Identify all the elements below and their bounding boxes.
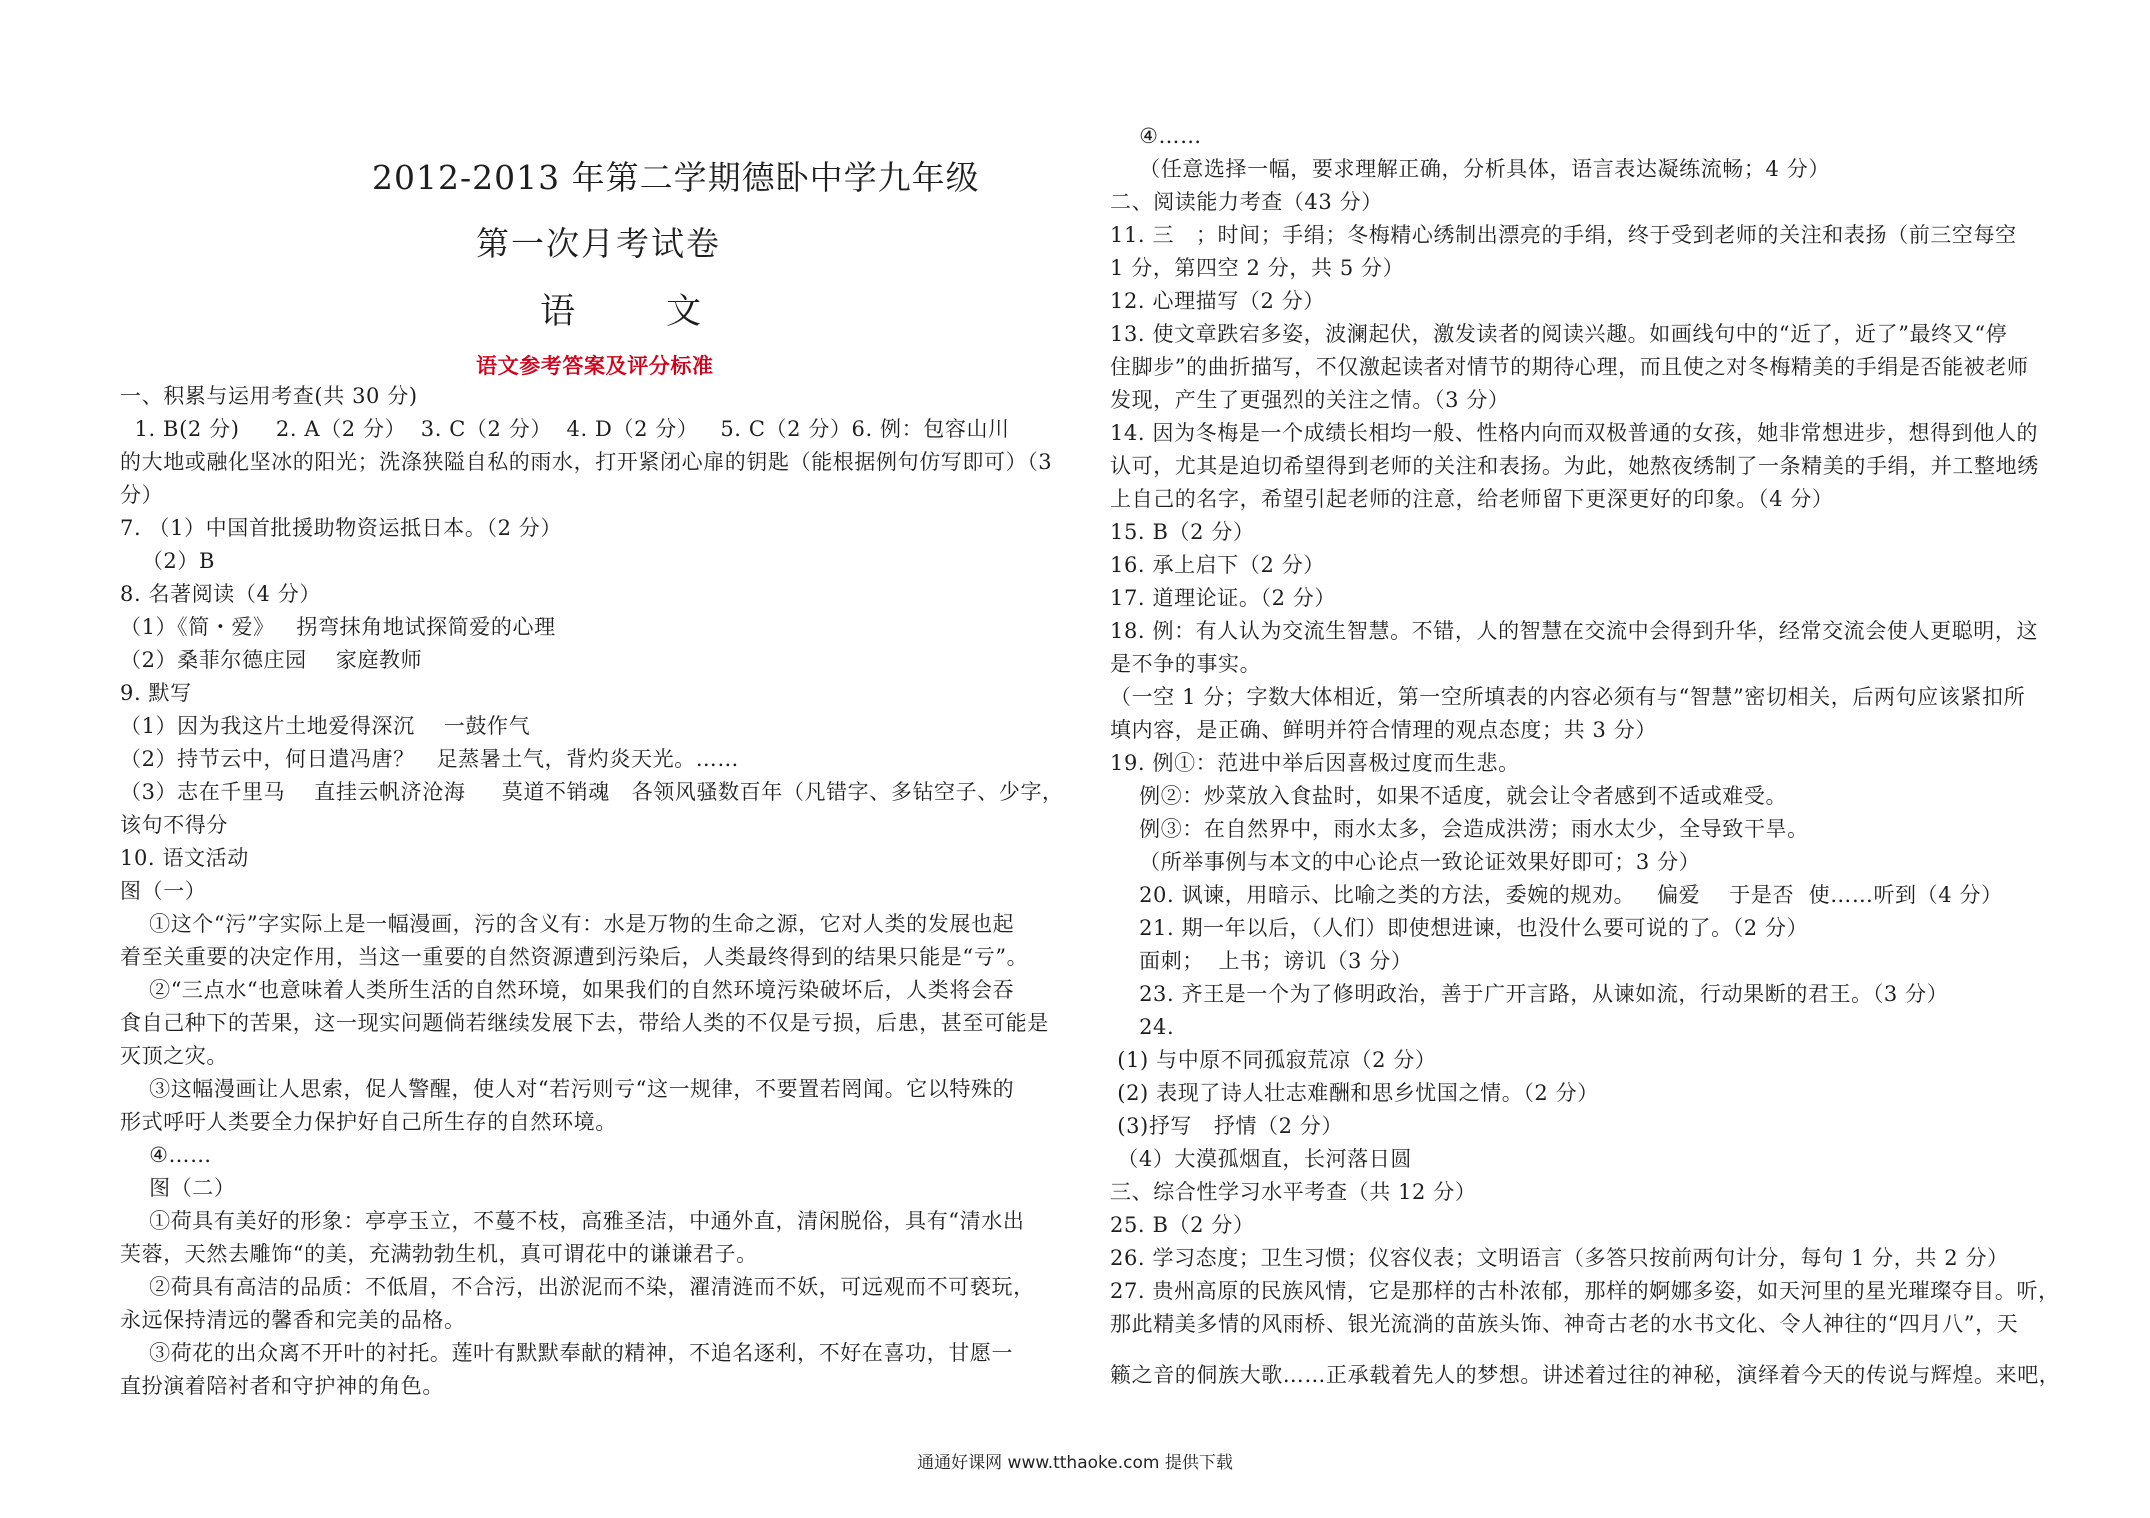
subject-title: 语 文: [540, 292, 742, 332]
left-text-line: 形式呼吁人类要全力保护好自己所生存的自然环境。: [120, 1110, 617, 1134]
right-text-line: 三、综合性学习水平考查（共 12 分）: [1110, 1180, 1477, 1204]
right-text-line: （一空 1 分；字数大体相近，第一空所填表的内容必须有与“智慧”密切相关，后两句应该紧扣所: [1110, 685, 2026, 709]
right-text-line: 是不争的事实。: [1110, 652, 1262, 676]
left-text-line: （1）《简・爱》 拐弯抹角地试探简爱的心理: [120, 615, 556, 639]
right-text-line: 25. B（2 分）: [1110, 1213, 1255, 1237]
left-text-line: 的大地或融化坚冰的阳光；洗涤狭隘自私的雨水，打开紧闭心扉的钥匙（能根据例句仿写即可）（3: [120, 450, 1053, 474]
left-text-line: 9. 默写: [120, 681, 192, 705]
left-text-line: 芙蓉，天然去雕饰“的美，充满勃勃生机，真可谓花中的谦谦君子。: [120, 1242, 758, 1266]
left-text-line: （3）志在千里马 直挂云帆济沧海 莫道不销魂 各领风骚数百年（凡错字、多钻空子、少字，: [120, 780, 1064, 804]
left-text-line: 1. B(2 分) 2. A（2 分） 3. C（2 分） 4. D（2 分） 5. C（2 分）6. 例：包容山川: [120, 417, 1010, 441]
right-text-line: 12. 心理描写（2 分）: [1110, 289, 1325, 313]
right-text-line: 发现，产生了更强烈的关注之情。（3 分）: [1110, 388, 1510, 412]
right-text-line: 23. 齐王是一个为了修明政治，善于广开言路，从谏如流，行动果断的君王。（3 分）: [1110, 982, 1949, 1006]
exam-subtitle: 第一次月考试卷: [476, 224, 721, 263]
left-text-line: （1）因为我这片土地爱得深沉 一鼓作气: [120, 714, 531, 738]
right-text-line: 21. 期一年以后，（人们）即使想进谏，也没什么要可说的了。（2 分）: [1110, 916, 1809, 940]
left-text-line: 食自己种下的苦果，这一现实问题倘若继续发展下去，带给人类的不仅是亏损，后患，甚至可能是: [120, 1011, 1049, 1035]
right-text-line: 26. 学习态度；卫生习惯；仪容仪表；文明语言（多答只按前两句计分，每句 1 分，共 2 分）: [1110, 1246, 2009, 1270]
right-text-line: 27. 贵州高原的民族风情，它是那样的古朴浓郁，那样的婀娜多姿，如天河里的星光璀璨夺目。听，: [1110, 1279, 2060, 1303]
left-text-line: 该句不得分: [120, 813, 228, 837]
left-text-line: ③这幅漫画让人思索，促人警醒，使人对“若污则亏“这一规律，不要置若罔闻。它以特殊的: [120, 1077, 1015, 1101]
right-text-line: 24.: [1110, 1015, 1175, 1039]
right-text-line: 那此精美多情的风雨桥、银光流淌的苗族头饰、神奇古老的水书文化、令人神往的“四月八”，天: [1110, 1312, 2019, 1336]
right-text-line: （任意选择一幅，要求理解正确，分析具体，语言表达凝练流畅；4 分）: [1110, 157, 1830, 181]
left-text-line: （2）B: [120, 549, 216, 573]
right-text-line: 二、阅读能力考查（43 分）: [1110, 190, 1383, 214]
answer-key-heading: 语文参考答案及评分标准: [476, 353, 714, 378]
left-text-line: 8. 名著阅读（4 分）: [120, 582, 321, 606]
left-text-line: 图（二）: [120, 1176, 236, 1200]
right-text-line: 例③：在自然界中，雨水太多，会造成洪涝；雨水太少，全导致干旱。: [1110, 817, 1809, 841]
left-text-line: ④……: [120, 1143, 212, 1167]
right-text-line: （4）大漠孤烟直，长河落日圆: [1110, 1147, 1413, 1171]
right-text-line: 15. B（2 分）: [1110, 520, 1255, 544]
right-text-line: 19. 例①：范进中举后因喜极过度而生悲。: [1110, 751, 1520, 775]
right-text-line: 籁之音的侗族大歌……正承载着先人的梦想。讲述着过往的神秘，演绎着今天的传说与辉煌。来吧，: [1110, 1363, 2061, 1387]
left-text-line: 一、积累与运用考查(共 30 分): [120, 384, 418, 408]
right-text-line: 填内容，是正确、鲜明并符合情理的观点态度；共 3 分）: [1110, 718, 1657, 742]
left-text-line: 图（一）: [120, 879, 207, 903]
left-text-line: （2）持节云中，何日遣冯唐？ 足蒸暑土气，背灼炎天光。……: [120, 747, 739, 771]
right-text-line: 上自己的名字，希望引起老师的注意，给老师留下更深更好的印象。（4 分）: [1110, 487, 1834, 511]
left-text-line: 10. 语文活动: [120, 846, 249, 870]
footer-source: 通通好课网 www.tthaoke.com 提供下载: [917, 1453, 1233, 1473]
left-text-line: ③荷花的出众离不开叶的衬托。莲叶有默默奉献的精神，不追名逐利，不好在喜功，甘愿一: [120, 1341, 1014, 1365]
right-text-line: 20. 讽谏，用暗示、比喻之类的方法，委婉的规劝。 偏爱 于是否 使……听到（4 分）: [1110, 883, 2003, 907]
right-text-line: 面刺； 上书；谤讥（3 分）: [1110, 949, 1413, 973]
left-text-line: （2）桑菲尔德庄园 家庭教师: [120, 648, 423, 672]
left-text-line: 直扮演着陪衬者和守护神的角色。: [120, 1374, 444, 1398]
left-text-line: 7. （1）中国首批援助物资运抵日本。（2 分）: [120, 516, 563, 540]
right-text-line: 18. 例：有人认为交流生智慧。不错，人的智慧在交流中会得到升华，经常交流会使人更聪明，这: [1110, 619, 2039, 643]
right-text-line: 13. 使文章跌宕多姿，波澜起伏，激发读者的阅读兴趣。如画线句中的“近了，近了”最终又“停: [1110, 322, 2008, 346]
right-text-line: 11. 三 ；时间；手绢；冬梅精心绣制出漂亮的手绢，终于受到老师的关注和表扬（前三空每空: [1110, 223, 2017, 247]
right-text-line: 认可，尤其是迫切希望得到老师的关注和表扬。为此，她熬夜绣制了一条精美的手绢，并工整地绣: [1110, 454, 2039, 478]
exam-title: 2012-2013 年第二学期德卧中学九年级: [372, 158, 980, 197]
right-text-line: 17. 道理论证。（2 分）: [1110, 586, 1337, 610]
left-text-line: ②荷具有高洁的品质：不低眉，不合污，出淤泥而不染，濯清涟而不妖，可远观而不可亵玩，: [120, 1275, 1035, 1299]
right-text-line: 例②：炒菜放入食盐时，如果不适度，就会让令者感到不适或难受。: [1110, 784, 1788, 808]
left-text-line: 分）: [120, 483, 164, 507]
right-text-line: 住脚步”的曲折描写，不仅激起读者对情节的期待心理，而且使之对冬梅精美的手绢是否能被老师: [1110, 355, 2029, 379]
right-text-line: (3)抒写 抒情（2 分）: [1110, 1114, 1344, 1138]
left-text-line: 灭顶之灾。: [120, 1044, 228, 1068]
right-text-line: 16. 承上启下（2 分）: [1110, 553, 1325, 577]
left-text-line: 永远保持清远的馨香和完美的品格。: [120, 1308, 466, 1332]
left-text-line: ②“三点水“也意味着人类所生活的自然环境，如果我们的自然环境污染破坏后，人类将会吞: [120, 978, 1015, 1002]
right-text-line: 1 分，第四空 2 分，共 5 分）: [1110, 256, 1405, 280]
left-text-line: ①这个“污”字实际上是一幅漫画，污的含义有：水是万物的生命之源，它对人类的发展也起: [120, 912, 1015, 936]
left-text-line: 着至关重要的决定作用，当这一重要的自然资源遭到污染后，人类最终得到的结果只能是“亏”。: [120, 945, 1029, 969]
right-text-line: 14. 因为冬梅是一个成绩长相均一般、性格内向而双极普通的女孩，她非常想进步，想得到他人的: [1110, 421, 2039, 445]
right-text-line: (2) 表现了诗人壮志难酬和思乡忧国之情。（2 分）: [1110, 1081, 1599, 1105]
right-text-line: ④……: [1110, 124, 1202, 148]
right-text-line: (1) 与中原不同孤寂荒凉（2 分）: [1110, 1048, 1437, 1072]
left-text-line: ①荷具有美好的形象：亭亭玉立，不蔓不枝，高雅圣洁，中通外直，清闲脱俗，具有“清水出: [120, 1209, 1025, 1233]
right-text-line: （所举事例与本文的中心论点一致论证效果好即可；3 分）: [1110, 850, 1701, 874]
